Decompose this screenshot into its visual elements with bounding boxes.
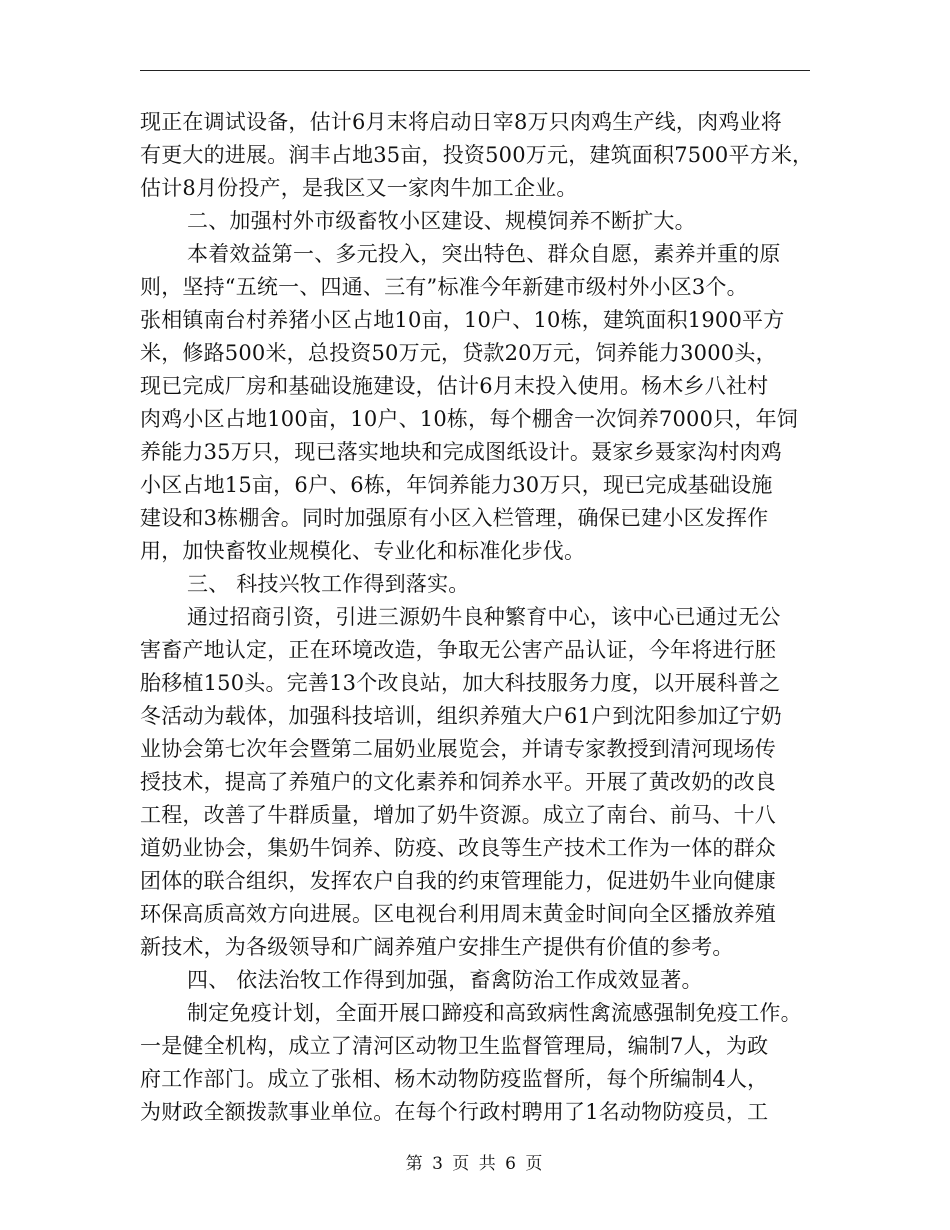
body-line: 估计8月份投产，是我区又一家肉牛加工企业。 xyxy=(140,176,578,200)
body-line: 现已完成厂房和基础设施建设，估计6月末投入使用。杨木乡八社村 xyxy=(140,374,769,398)
body-line: 米，修路500米，总投资50万元，贷款20万元，饲养能力3000头， xyxy=(140,341,777,365)
section-heading-4: 四、 依法治牧工作得到加强，畜禽防治工作成效显著。 xyxy=(187,968,703,992)
body-line: 张相镇南台村养猪小区占地10亩，10户、10栋，建筑面积1900平方 xyxy=(140,308,785,332)
body-line: 则，坚持“五统一、四通、三有”标准今年新建市级村外小区3个。 xyxy=(140,275,748,299)
section-heading-2: 二、加强村外市级畜牧小区建设、规模饲养不断扩大。 xyxy=(187,209,696,233)
body-line: 道奶业协会，集奶牛饲养、防疫、改良等生产技术工作为一体的群众 xyxy=(140,836,776,860)
header-rule xyxy=(140,70,810,71)
body-line: 本着效益第一、多元投入，突出特色、群众自愿，素养并重的原 xyxy=(187,242,781,266)
body-line: 胎移植150头。完善13个改良站，加大科技服务力度，以开展科普之 xyxy=(140,671,781,695)
body-line: 肉鸡小区占地100亩，10户、10栋，每个棚舍一次饲养7000只，年饲 xyxy=(140,407,798,431)
body-line: 新技术，为各级领导和广阔养殖户安排生产提供有价值的参考。 xyxy=(140,935,734,959)
body-line: 一是健全机构，成立了清河区动物卫生监督管理局，编制7人，为政 xyxy=(140,1034,769,1058)
section-heading-3: 三、 科技兴牧工作得到落实。 xyxy=(187,572,470,596)
body-line: 制定免疫计划，全面开展口蹄疫和高致病性禽流感强制免疫工作。 xyxy=(187,1001,802,1025)
body-line: 冬活动为载体，加强科技培训，组织养殖大户61户到沈阳参加辽宁奶 xyxy=(140,704,782,728)
body-line: 授技术，提高了养殖户的文化素养和饲养水平。开展了黄改奶的改良 xyxy=(140,770,776,794)
body-line: 府工作部门。成立了张相、杨木动物防疫监督所，每个所编制4人， xyxy=(140,1067,769,1091)
body-line: 团体的联合组织，发挥农户自我的约束管理能力，促进奶牛业向健康 xyxy=(140,869,776,893)
body-line: 业协会第七次年会暨第二届奶业展览会，并请专家教授到清河现场传 xyxy=(140,737,776,761)
body-line: 用，加快畜牧业规模化、专业化和标准化步伐。 xyxy=(140,539,586,563)
body-line: 环保高质高效方向进展。区电视台利用周末黄金时间向全区播放养殖 xyxy=(140,902,776,926)
body-line: 建设和3栋棚舍。同时加强原有小区入栏管理，确保已建小区发挥作 xyxy=(140,506,769,530)
body-line: 养能力35万只，现已落实地块和完成图纸设计。聂家乡聂家沟村肉鸡 xyxy=(140,440,782,464)
body-line: 现正在调试设备，估计6月末将启动日宰8万只肉鸡生产线，肉鸡业将 xyxy=(140,110,782,134)
body-line: 小区占地15亩，6户、6栋，年饲养能力30万只，现已完成基础设施 xyxy=(140,473,773,497)
body-line: 通过招商引资，引进三源奶牛良种繁育中心，该中心已通过无公 xyxy=(187,605,781,629)
body-line: 有更大的进展。润丰占地35亩，投资500万元，建筑面积7500平方米， xyxy=(140,143,814,167)
page-number: 第 3 页 共 6 页 xyxy=(405,1154,545,1174)
body-line: 工程，改善了牛群质量，增加了奶牛资源。成立了南台、前马、十八 xyxy=(140,803,776,827)
body-line: 害畜产地认定，正在环境改造，争取无公害产品认证，今年将进行胚 xyxy=(140,638,776,662)
body-line: 为财政全额拨款事业单位。在每个行政村聘用了1名动物防疫员，工 xyxy=(140,1100,769,1124)
